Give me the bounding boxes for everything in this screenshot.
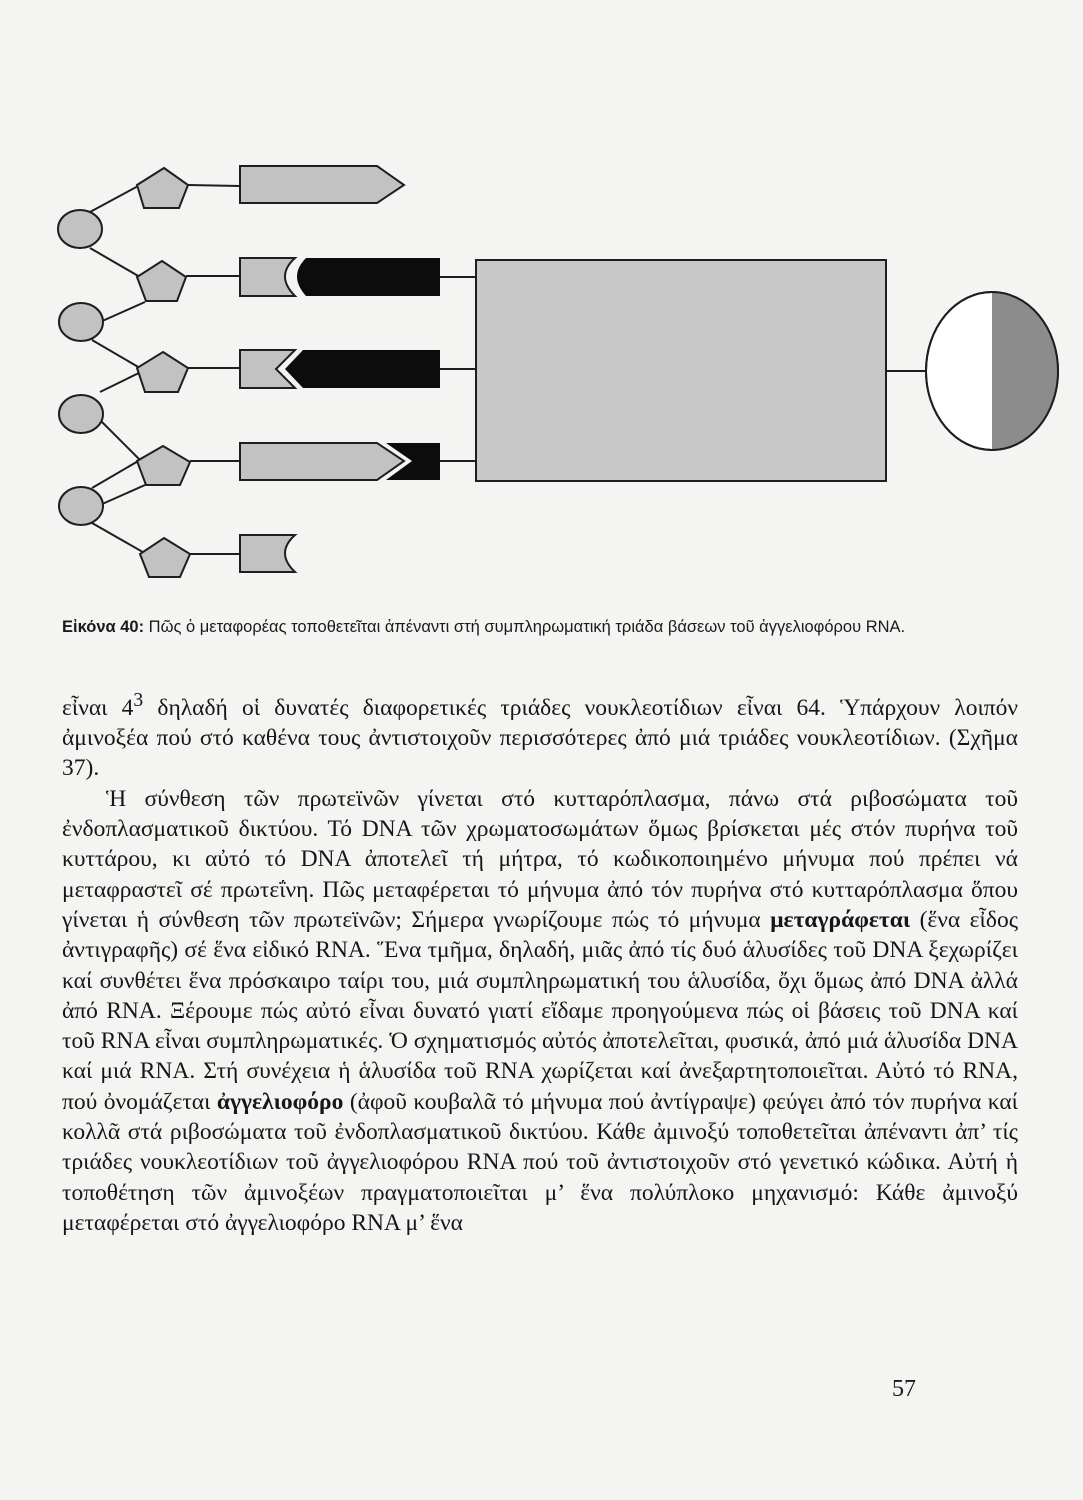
anticodon-round [297,258,440,296]
base-concave [240,258,295,296]
figure-40-diagram [0,0,1083,620]
anticodon-point [285,350,440,388]
paragraph-1: εἶναι $4^3$ δηλαδή οἱ δυνατές διαφορετικές τριάδες νουκλεοτίδιων εἶναι 64. Ὑπάρχουν λοιπόν ἀμινοξέα πού στό καθένα τους ἀντιστοιχοῦν περισσότερες ἀπό μιά τριάδες νουκλεοτίδιων. (Σχῆμα 37). [62,690,1019,782]
base-arrow-long [240,443,404,480]
trna-mrna-diagram [0,0,1083,620]
trna-body [476,260,886,481]
base-concave-unpaired [240,535,295,572]
sugar-pentagon [137,168,190,577]
bold-term-angelioforo: ἀγγελιοφόρο [216,1088,344,1115]
caption-text: Πῶς ὁ μεταφορέας τοποθετεῖται ἀπέναντι στή συμπληρωματική τριάδα βάσεων τοῦ ἀγγελιοφόρου RNA. [144,618,906,636]
caption-label: Εἰκόνα 40: [62,618,145,636]
figure-caption [62,616,962,638]
page-number: 57 [892,1376,916,1402]
paragraph-2: Ἡ σύνθεση τῶν πρωτεϊνῶν γίνεται στό κυτταρόπλασμα, πάνω στά ριβοσώματα τοῦ ἐνδοπλασματικοῦ δικτύου. Τό DNA τῶν χρωματοσωμάτων ὅμως βρίσκεται μές στόν πυρήνα τοῦ κυττάρου, κι αὐτό τό DNA ἀποτελεῖ τή μήτρα, τό κωδικοποιημένο μήνυμα πού πρέπει νά μεταφραστεῖ σέ πρωτεΐνη. Πῶς μεταφέρεται τό μήνυμα ἀπό τόν πυρήνα στό κυτταρόπλασμα ὅπου γίνεται ἡ σύνθεση τῶν πρωτεϊνῶν; Σήμερα γνωρίζουμε πώς τό μήνυμα μεταγράφεται (ἕνα εἶδος ἀντιγραφῆς) σέ ἕνα εἰδικό RNA. Ἕνα τμῆμα, δηλαδή, μιᾶς ἀπό τίς δυό ἁλυσίδες τοῦ DNA ξεχωρίζει καί συνθέτει ἕνα πρόσκαιρο ταίρι του, μιά συμπληρωματική του ἁλυσίδα, ὄχι ὅμως ἀπό DNA ἀλλά ἀπό RNA. Ξέρουμε πώς αὐτό εἶναι δυνατό γιατί εἴδαμε προηγούμενα πώς οἱ βάσεις τοῦ DNA καί τοῦ RNA εἶναι συμπληρωματικές. Ὁ σχηματισμός αὐτός ἀποτελεῖται, φυσικά, ἀπό μιά ἁλυσίδα DNA καί μιά RNA. Στή συνέχεια ἡ ἁλυσίδα τοῦ RNA χωρίζεται καί ἀνεξαρτητοποιεῖται. Αὐτό τό RNA, πού ὀνομάζεται ἀγγελιοφόρο (ἀφοῦ κουβαλᾶ τό μήνυμα πού ἀντίγραψε) φεύγει ἀπό τόν πυρήνα καί κολλᾶ στά ριβοσώματα τοῦ ἐνδοπλασματικοῦ δικτύου. Κάθε ἀμινοξύ τοποθετεῖται ἀπέναντι ἀπ’ τίς τριάδες νουκλεοτίδιων τοῦ ἀγγελιοφόρου RNA πού τοῦ ἀντιστοιχοῦν στό γενετικό κώδικα. Αὐτή ἡ τοποθέτηση τῶν ἀμινοξέων πραγματοποιεῖται μ’ ἕνα πολύπλοκο μηχανισμό: Κάθε ἀμινοξύ μεταφέρεται στό ἀγγελιοφόρο RNA μ’ ἕνα [62,785,1018,1236]
body-text [62,686,1018,1238]
exponent: 3 [133,690,144,711]
amino-acid-circle [926,292,1058,450]
bold-term-metagrafetai: μεταγράφεται [770,906,911,933]
phosphate-group [58,210,103,525]
base-arrow [240,166,404,203]
